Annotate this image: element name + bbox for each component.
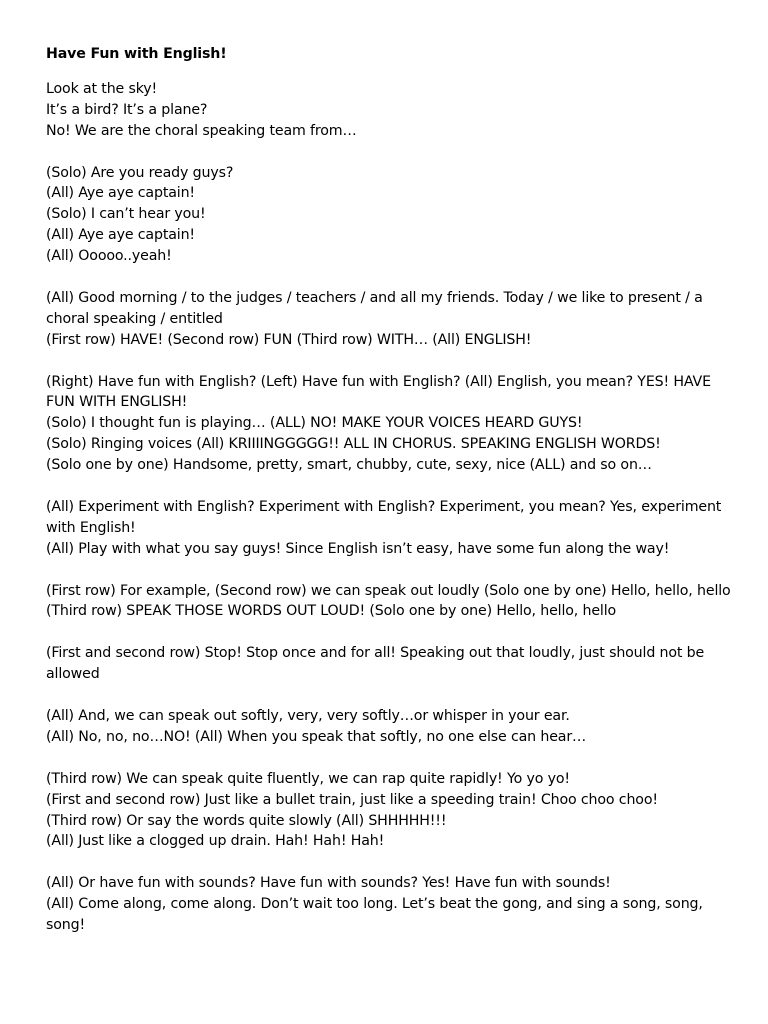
script-line: (Solo) Are you ready guys? [46, 164, 234, 181]
stanza-list [46, 79, 736, 936]
script-line: (All) Play with what you say guys! Since English isn’t easy, have some fun along the way! [46, 540, 670, 557]
stanza [46, 643, 736, 685]
script-line: (Third row) Or say the words quite slowly (All) SHHHHH!!! [46, 812, 447, 829]
script-line: (Solo one by one) Handsome, pretty, smart, chubby, cute, sexy, nice (ALL) and so on… [46, 457, 652, 474]
stanza [46, 79, 736, 142]
stanza [46, 706, 736, 748]
script-line: (All) Just like a clogged up drain. Hah! Hah! Hah! [46, 833, 385, 850]
stanza [46, 497, 736, 560]
script-line: (First row) For example, (Second row) we can speak out loudly (Solo one by one) Hello, hello, hello [46, 582, 731, 599]
script-line: (All) Good morning / to the judges / teachers / and all my friends. Today / we like to present / a choral speaking / entitled [46, 289, 703, 327]
script-line: (All) Aye aye captain! [46, 227, 195, 244]
stanza [46, 288, 736, 351]
stanza [46, 581, 736, 623]
script-line: (First row) HAVE! (Second row) FUN (Third row) WITH… (All) ENGLISH! [46, 331, 532, 348]
script-line: (Third row) SPEAK THOSE WORDS OUT LOUD! (Solo one by one) Hello, hello, hello [46, 603, 617, 620]
script-line: (Solo) Ringing voices (All) KRIIIINGGGGG!! ALL IN CHORUS. SPEAKING ENGLISH WORDS! [46, 436, 661, 453]
document-title: Have Fun with English! [46, 46, 227, 62]
script-line: (First and second row) Just like a bullet train, just like a speeding train! Choo choo choo! [46, 791, 658, 808]
script-line: Look at the sky! [46, 80, 158, 97]
script-line: (Solo) I can’t hear you! [46, 206, 206, 223]
script-line: No! We are the choral speaking team from… [46, 122, 357, 139]
stanza [46, 372, 736, 477]
script-line: (Third row) We can speak quite fluently, we can rap quite rapidly! Yo yo yo! [46, 770, 570, 787]
stanza [46, 873, 736, 936]
script-line: (First and second row) Stop! Stop once and for all! Speaking out that loudly, just should not be allowed [46, 645, 705, 683]
script-line: (All) Ooooo..yeah! [46, 248, 172, 265]
script-line: (All) Or have fun with sounds? Have fun with sounds? Yes! Have fun with sounds! [46, 875, 611, 892]
stanza [46, 769, 736, 853]
script-line: (All) Come along, come along. Don’t wait too long. Let’s beat the gong, and sing a song, song, song! [46, 896, 703, 934]
script-line: (All) And, we can speak out softly, very, very softly…or whisper in your ear. [46, 707, 570, 724]
script-line: (All) Experiment with English? Experiment with English? Experiment, you mean? Yes, experiment with English! [46, 498, 722, 536]
script-line: It’s a bird? It’s a plane? [46, 101, 208, 118]
stanza [46, 163, 736, 268]
document-body [46, 44, 736, 936]
script-line: (All) Aye aye captain! [46, 185, 195, 202]
script-line: (Solo) I thought fun is playing… (ALL) NO! MAKE YOUR VOICES HEARD GUYS! [46, 415, 583, 432]
script-line: (All) No, no, no…NO! (All) When you speak that softly, no one else can hear… [46, 728, 587, 745]
script-line: (Right) Have fun with English? (Left) Have fun with English? (All) English, you mean? YES! HAVE FUN WITH ENGLISH! [46, 373, 711, 411]
